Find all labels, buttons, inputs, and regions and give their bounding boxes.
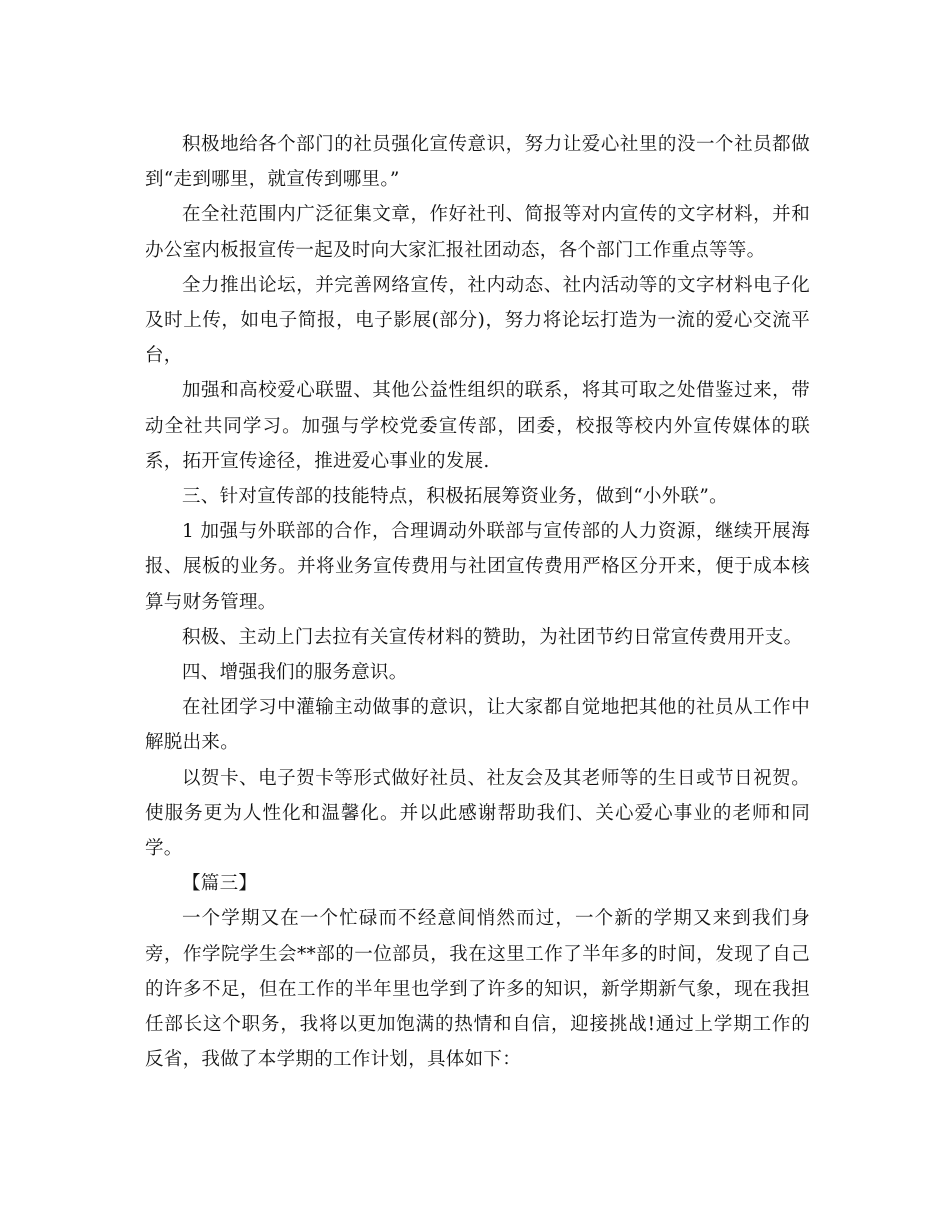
paragraph-7: 在社团学习中灌输主动做事的意识，让大家都自觉地把其他的社员从工作中解脱出来。	[145, 697, 810, 754]
paragraph-4: 加强和高校爱心联盟、其他公益性组织的联系，将其可取之处借鉴过来，带动全社共同学习。加强与学校党委宣传部，团委，校报等校内外宣传媒体的联系，拓开宣传途径，推进爱心事业的发展.	[145, 380, 810, 472]
paragraph-9: 一个学期又在一个忙碌而不经意间悄然而过，一个新的学期又来到我们身旁，作学院学生会**部的一位部员，我在这里工作了半年多的时间，发现了自己的许多不足，但在工作的半年里也学到了许多的知识，新学期新气象，现在我担任部长这个职务，我将以更加饱满的热情和自信，迎接挑战!通过上学期工作的反省，我做了本学期的工作计划，具体如下：	[145, 908, 810, 1071]
document-body	[145, 127, 810, 1077]
paragraph-8: 以贺卡、电子贺卡等形式做好社员、社友会及其老师等的生日或节日祝贺。使服务更为人性化和温馨化。并以此感谢帮助我们、关心爱心事业的老师和同学。	[145, 767, 810, 860]
paragraph-6: 积极、主动上门去拉有关宣传材料的赞助，为社团节约日常宣传费用开支。	[182, 626, 803, 648]
paragraph-1: 积极地给各个部门的社员强化宣传意识，努力让爱心社里的没一个社员都做到“走到哪里，就宣传到哪里。”	[145, 134, 810, 191]
paragraph-3: 全力推出论坛，并完善网络宣传，社内动态、社内活动等的文字材料电子化及时上传，如电子简报，电子影展(部分)，努力将论坛打造为一流的爱心交流平台，	[145, 274, 810, 367]
paragraph-5: 1 加强与外联部的合作，合理调动外联部与宣传部的人力资源，继续开展海报、展板的业务。并将业务宣传费用与社团宣传费用严格区分开来，便于成本核算与财务管理。	[145, 521, 810, 613]
section-heading-4: 四、增强我们的服务意识。	[182, 662, 408, 684]
chapter-heading: 【篇三】	[182, 873, 258, 895]
paragraph-2: 在全社范围内广泛征集文章，作好社刊、简报等对内宣传的文字材料，并和办公室内板报宣传一起及时向大家汇报社团动态，各个部门工作重点等等。	[145, 204, 810, 261]
section-heading-3: 三、针对宣传部的技能特点，积极拓展筹资业务，做到“小外联”。	[182, 486, 728, 508]
